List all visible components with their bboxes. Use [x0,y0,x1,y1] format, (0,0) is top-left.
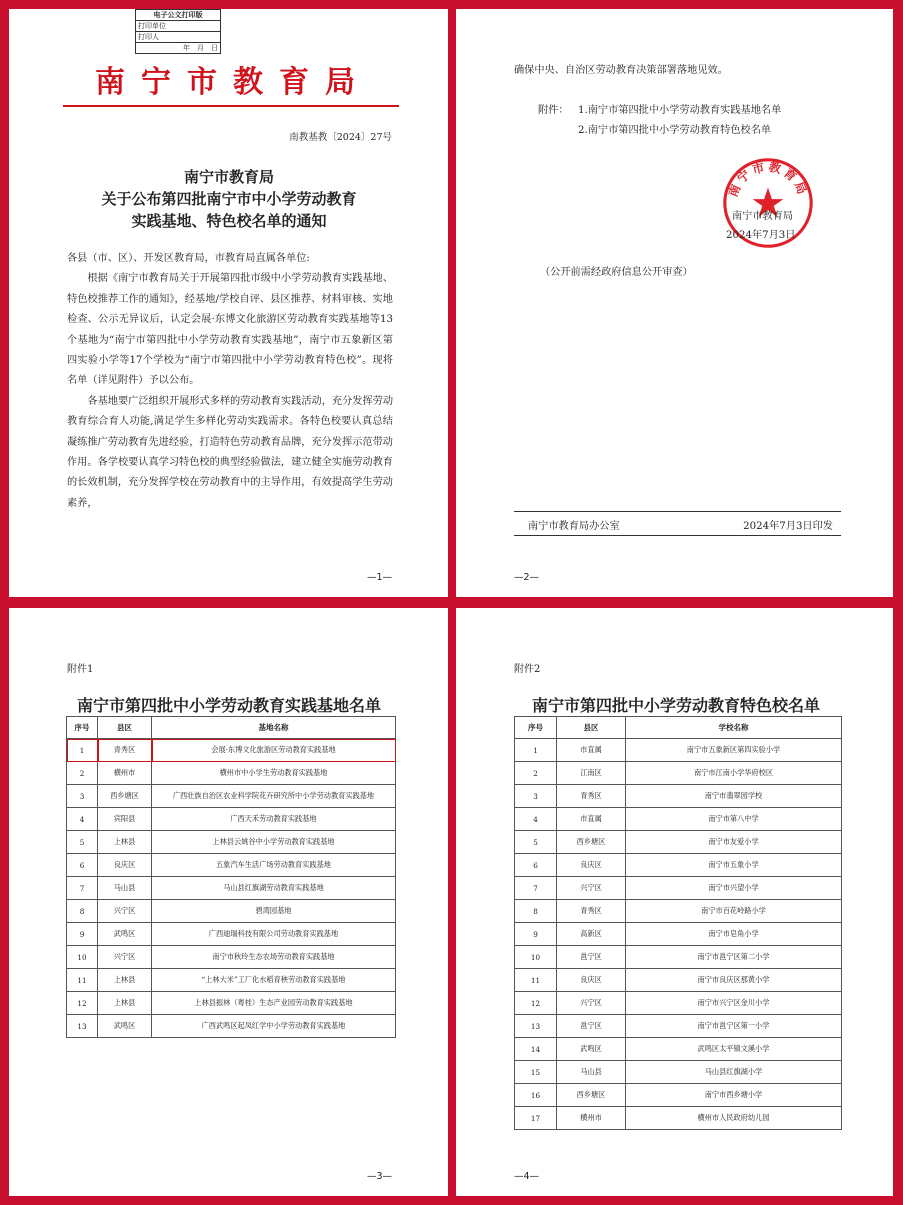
row-index: 2 [67,762,98,785]
row-index: 10 [515,946,557,969]
row-index: 7 [515,877,557,900]
name-cell: 武鸣区太平镇文溪小学 [626,1038,842,1061]
title-line-3: 实践基地、特色校名单的通知 [131,212,327,230]
name-cell: 上林县振林（粤桂）生态产业园劳动教育实践基地 [152,992,396,1015]
name-cell: 南宁市五象新区第四实验小学 [626,739,842,762]
district-cell: 兴宁区 [98,946,152,969]
print-stamp-box [135,9,221,54]
row-index: 9 [67,923,98,946]
row-index: 16 [515,1084,557,1107]
table-row [515,1061,842,1084]
row-index: 5 [515,831,557,854]
district-cell: 上林县 [98,969,152,992]
row-index: 6 [515,854,557,877]
attachment-2: 2.南宁市第四批中小学劳动教育特色校名单 [578,125,772,136]
row-index: 13 [515,1015,557,1038]
table-row [515,969,842,992]
name-cell: 南宁市邕宁区第一小学 [626,1015,842,1038]
table-row [67,1015,396,1038]
table-row [515,739,842,762]
seal-text: 南宁市教育局 [725,159,811,199]
district-cell: 邕宁区 [557,1015,626,1038]
row-index: 15 [515,1061,557,1084]
table-row [67,969,396,992]
page-number: —1— [366,572,392,583]
table-row [515,762,842,785]
district-cell: 横州市 [557,1107,626,1130]
continuation-text: 确保中央、自治区劳动教育决策部署落地见效。 [514,65,728,76]
letterhead-rule [63,105,399,107]
document-number: 南教基教〔2024〕27号 [289,132,392,143]
row-index: 7 [67,877,98,900]
row-index: 8 [67,900,98,923]
row-index: 17 [515,1107,557,1130]
row-index: 5 [67,831,98,854]
row-index: 4 [515,808,557,831]
column-header: 县区 [557,717,626,739]
district-cell: 武鸣区 [98,1015,152,1038]
page-2 [456,9,893,597]
print-box-title: 电子公文打印版 [136,9,220,20]
print-date-label: 年 月 日 [136,42,220,53]
name-cell: 上林县云姚谷中小学劳动教育实践基地 [152,831,396,854]
row-index: 1 [515,739,557,762]
column-header: 序号 [67,717,98,739]
row-index: 13 [67,1015,98,1038]
page-1 [9,9,448,597]
attachment-label: 附件： [538,105,569,116]
district-cell: 马山县 [98,877,152,900]
name-cell: 南宁市兴宁区金川小学 [626,992,842,1015]
table-row [67,785,396,808]
district-cell: 西乡塘区 [557,831,626,854]
name-cell: 南宁市皂角小学 [626,923,842,946]
row-index: 8 [515,900,557,923]
row-index: 3 [515,785,557,808]
featured-school-table [514,716,842,1130]
district-cell: 西乡塘区 [557,1084,626,1107]
table-row [515,946,842,969]
name-cell: 南宁市秋玲生态农场劳动教育实践基地 [152,946,396,969]
row-index: 9 [515,923,557,946]
name-cell: 马山县红旗湖劳动教育实践基地 [152,877,396,900]
signer: 南宁市教育局 [732,211,794,222]
name-cell: 南宁市江南小学华府校区 [626,762,842,785]
table-row [515,808,842,831]
name-cell: 南宁市百花岭路小学 [626,900,842,923]
row-index: 1 [67,739,98,762]
table-row [515,1015,842,1038]
table-row [67,739,396,762]
district-cell: 青秀区 [557,900,626,923]
district-cell: 良庆区 [557,969,626,992]
name-cell: 广西壮族自治区农业科学院花卉研究所中小学劳动教育实践基地 [152,785,396,808]
name-cell: 南宁市兴望小学 [626,877,842,900]
sign-date: 2024年7月3日 [726,230,796,241]
district-cell: 市直属 [557,739,626,762]
page-number: —3— [366,1171,392,1182]
notice-body [67,249,393,514]
salutation: 各县（市、区）、开发区教育局，市教育局直属各单位: [67,253,310,264]
table-row [515,923,842,946]
name-cell: 横州市人民政府幼儿园 [626,1107,842,1130]
print-unit-label: 打印单位 [136,20,220,31]
table-row [515,1038,842,1061]
table-title: 南宁市第四批中小学劳动教育特色校名单 [531,696,820,715]
district-cell: 邕宁区 [557,946,626,969]
table-row [67,808,396,831]
district-cell: 江南区 [557,762,626,785]
district-cell: 兴宁区 [557,992,626,1015]
page-4 [456,608,893,1196]
table-row [515,900,842,923]
district-cell: 上林县 [98,992,152,1015]
name-cell: 会展·东博文化旅游区劳动教育实践基地 [152,739,396,762]
attachment-1: 1.南宁市第四批中小学劳动教育实践基地名单 [578,105,782,116]
column-header: 序号 [515,717,557,739]
name-cell: 南宁市邕宁区第二小学 [626,946,842,969]
table-row [515,1084,842,1107]
table-row [515,1107,842,1130]
table-row [67,900,396,923]
page-number: —2— [514,572,540,583]
row-index: 3 [67,785,98,808]
name-cell: 马山县红旗湖小学 [626,1061,842,1084]
table-row [67,854,396,877]
name-cell: 南宁市第八中学 [626,808,842,831]
table-row [515,992,842,1015]
district-cell: 市直属 [557,808,626,831]
name-cell: 五象汽车生活广场劳动教育实践基地 [152,854,396,877]
table-row [67,831,396,854]
page-number: —4— [514,1171,540,1182]
name-cell: 南宁市友爱小学 [626,831,842,854]
row-index: 12 [515,992,557,1015]
district-cell: 兴宁区 [557,877,626,900]
district-cell: 上林县 [98,831,152,854]
paragraph-1: 根据《南宁市教育局关于开展第四批市级中小学劳动教育实践基地、特色校推荐工作的通知》，经基地/学校自评、县区推荐、材料审核、实地检查、公示无异议后，认定会展·东博文化旅游区劳动教育实践基地等13个基地为“南宁市第四批中小学劳动教育实践基地”，南宁市五象新区第四实验小学等17个学校为“南宁市第四批中小学劳动教育特色校”。现将名单（详见附件）予以公布。 [67,273,394,387]
name-cell: 南宁市五象小学 [626,854,842,877]
print-person-label: 打印人 [136,31,220,42]
name-cell: 南宁市良庆区那黄小学 [626,969,842,992]
name-cell: 横州市中小学生劳动教育实践基地 [152,762,396,785]
table-row [67,762,396,785]
footer-date: 2024年7月3日印发 [743,521,833,532]
name-cell: 南宁市翡翠园学校 [626,785,842,808]
table-row [515,854,842,877]
district-cell: 马山县 [557,1061,626,1084]
district-cell: 宾阳县 [98,808,152,831]
title-line-2: 关于公布第四批南宁市中小学劳动教育 [101,190,357,208]
table-row [515,785,842,808]
district-cell: 良庆区 [98,854,152,877]
column-header: 县区 [98,717,152,739]
page-3 [9,608,448,1196]
district-cell: 武鸣区 [98,923,152,946]
footer-rule-top [514,511,841,512]
name-cell: 广西天禾劳动教育实践基地 [152,808,396,831]
letterhead: 南宁市教育局 [95,65,371,100]
table-row [515,877,842,900]
footer-org: 南宁市教育局办公室 [528,521,620,532]
column-header: 学校名称 [626,717,842,739]
name-cell: “上林大米”工厂化水稻育秧劳动教育实践基地 [152,969,396,992]
practice-base-table [66,716,396,1038]
row-index: 11 [67,969,98,992]
district-cell: 兴宁区 [98,900,152,923]
district-cell: 青秀区 [557,785,626,808]
row-index: 2 [515,762,557,785]
district-cell: 高新区 [557,923,626,946]
table-row [67,992,396,1015]
annex-label: 附件2 [514,664,541,675]
row-index: 4 [67,808,98,831]
table-row [67,946,396,969]
district-cell: 武鸣区 [557,1038,626,1061]
name-cell: 广西武鸣区起凤红学中小学劳动教育实践基地 [152,1015,396,1038]
name-cell: 南宁市西乡塘小学 [626,1084,842,1107]
table-row [515,831,842,854]
row-index: 11 [515,969,557,992]
title-line-1: 南宁市教育局 [183,168,274,186]
district-cell: 青秀区 [98,739,152,762]
table-row [67,923,396,946]
row-index: 14 [515,1038,557,1061]
annex-label: 附件1 [67,664,94,675]
name-cell: 广西迪瑞科技有限公司劳动教育实践基地 [152,923,396,946]
table-title: 南宁市第四批中小学劳动教育实践基地名单 [76,696,381,715]
district-cell: 横州市 [98,762,152,785]
paragraph-2: 各基地要广泛组织开展形式多样的劳动教育实践活动，充分发挥劳动教育综合育人功能,满足学生多样化劳动实践需求。各特色校要认真总结凝练推广劳动教育先进经验，打造特色劳动教育品牌，充分发挥示范带动作用。各学校要认真学习特色校的典型经验做法，建立健全实施劳动教育的长效机制，充分发挥学校在劳动教育中的主导作用，有效提高学生劳动素养， [67,395,394,509]
disclosure-note: （公开前需经政府信息公开审查） [540,267,693,278]
column-header: 基地名称 [152,717,396,739]
table-row [67,877,396,900]
row-index: 10 [67,946,98,969]
footer-rule-bottom [514,535,841,536]
district-cell: 良庆区 [557,854,626,877]
row-index: 6 [67,854,98,877]
district-cell: 西乡塘区 [98,785,152,808]
name-cell: 碧湾园基地 [152,900,396,923]
row-index: 12 [67,992,98,1015]
